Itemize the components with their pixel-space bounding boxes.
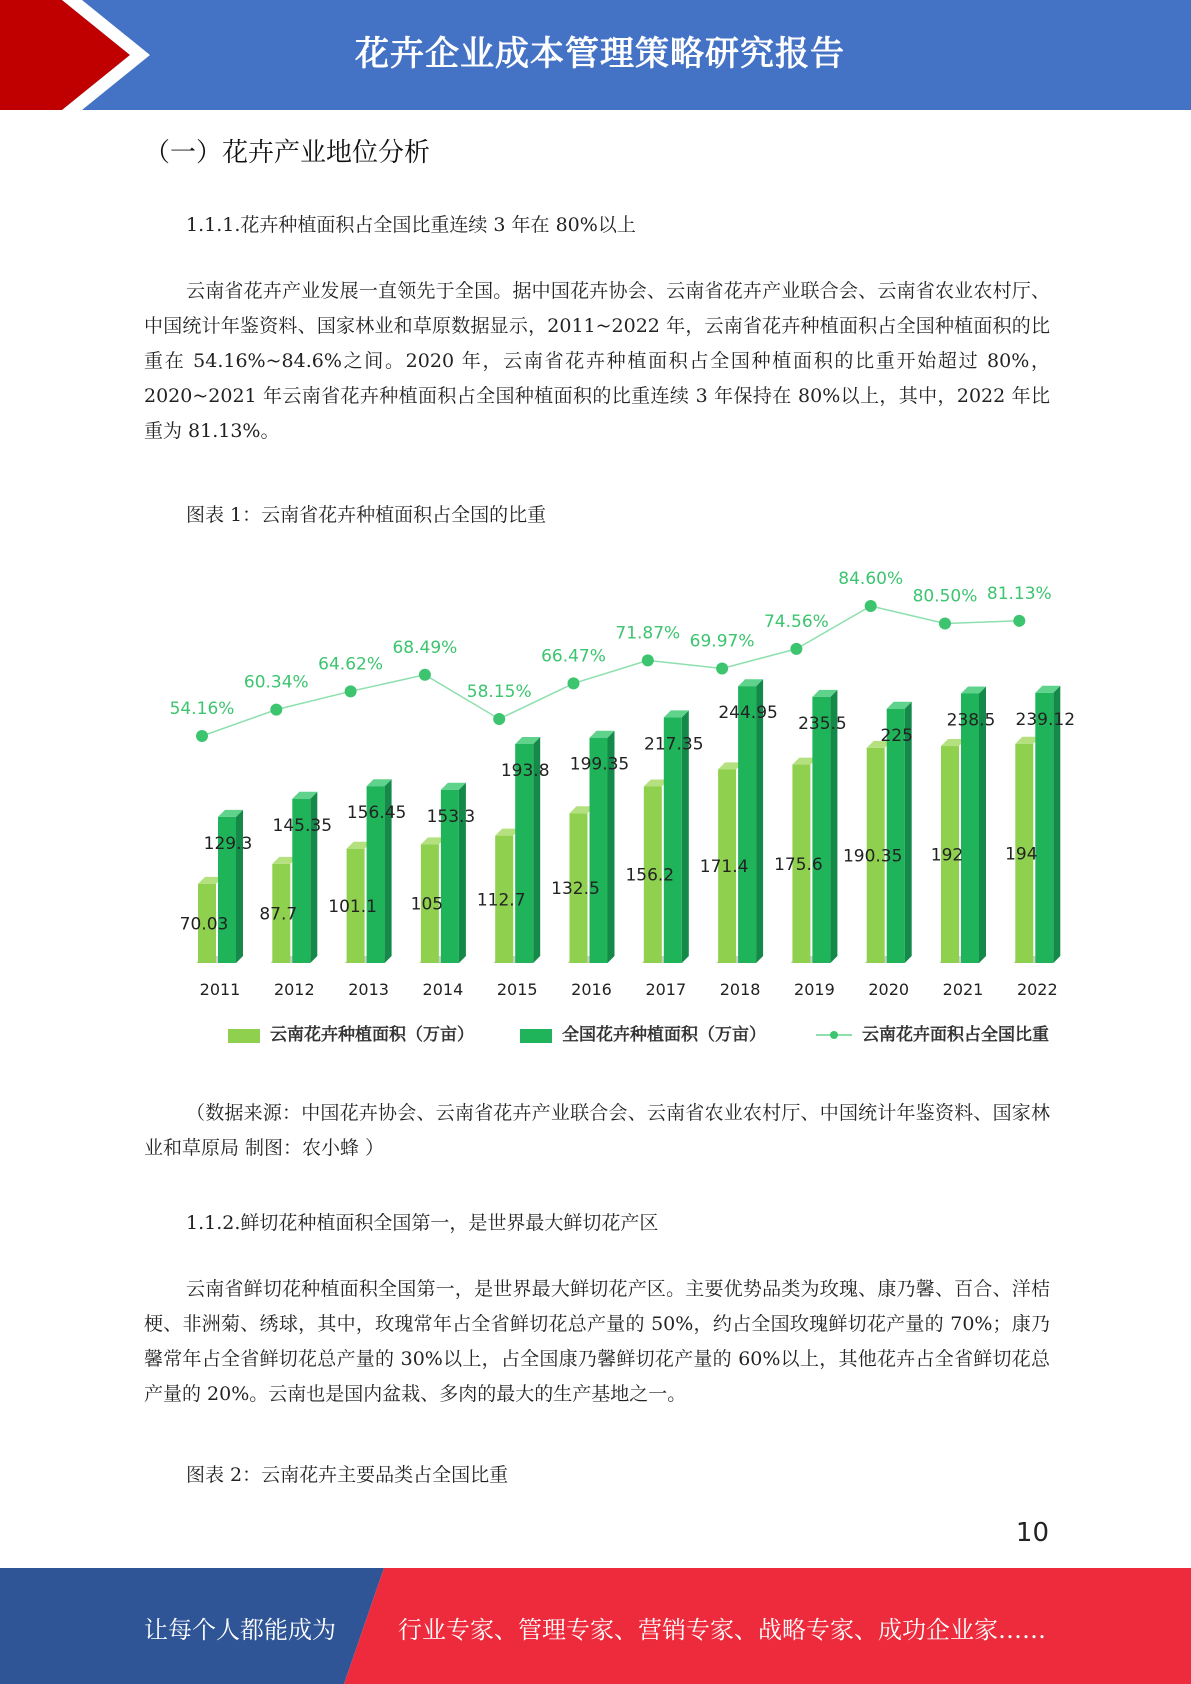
x-tick-label: 2015 <box>496 980 538 999</box>
national-bar-label: 217.35 <box>644 734 704 755</box>
x-tick-label: 2013 <box>348 980 389 999</box>
national-bar <box>887 709 905 963</box>
national-bar <box>961 693 979 963</box>
national-bar-label: 199.35 <box>569 754 630 775</box>
national-bar-label: 238.5 <box>946 710 996 731</box>
national-bar-label: 153.3 <box>426 806 476 827</box>
share-point <box>419 669 431 681</box>
x-tick-label: 2012 <box>273 980 315 999</box>
national-bar-label: 156.45 <box>346 803 407 824</box>
page-header <box>0 0 1191 110</box>
share-point-label: 74.56% <box>763 611 829 632</box>
yunnan-bar-label: 101.1 <box>328 896 377 917</box>
x-tick-label: 2021 <box>942 980 984 999</box>
x-tick-label: 2018 <box>719 980 761 999</box>
share-point-label: 58.15% <box>466 681 532 702</box>
subsection-title-2: 1.1.2.鲜切花种植面积全国第一，是世界最大鲜切花产区 <box>186 1212 659 1234</box>
national-bar-label: 244.95 <box>718 703 778 724</box>
national-bar-label: 193.8 <box>500 761 550 782</box>
paragraph-2: 云南省鲜切花种植面积全国第一，是世界最大鲜切花产区。主要优势品类为玫瑰、康乃馨、百合、洋桔梗、非洲菊、绣球，其中，玫瑰常年占全省鲜切花总产量的 50%，约占全国玫瑰鲜切花产量的 70%；康乃馨常年占全省鲜切花总产量的 30%以上，占全国康乃馨鲜切花产量的 60%以上，其他花卉占全省鲜切花总产量的 20%。云南也是国内盆栽、多肉的最大的生产基地之一。 <box>144 1278 1050 1405</box>
share-point-label: 81.13% <box>986 583 1052 604</box>
paragraph-1: 云南省花卉产业发展一直领先于全国。据中国花卉协会、云南省花卉产业联合会、云南省农业农村厅、中国统计年鉴资料、国家林业和草原数据显示，2011~2022 年，云南省花卉种植面积占全国种植面积的比重在 54.16%~84.6%之间。2020 年，云南省花卉种植面积占全国种植面积的比重开始超过 80%，2020~2021 年云南省花卉种植面积占全国种植面积的比重连续 3 年保持在 80%以上，其中，2022 年比重为 81.13%。 <box>144 280 1050 442</box>
share-point <box>865 600 877 612</box>
x-tick-label: 2019 <box>794 980 835 999</box>
section-title: （一）花卉产业地位分析 <box>144 138 431 168</box>
share-point <box>716 662 728 674</box>
share-point <box>642 654 654 666</box>
share-point <box>568 677 580 689</box>
yunnan-bar-label: 192 <box>930 845 964 866</box>
national-bar <box>812 697 830 963</box>
share-point-label: 69.97% <box>689 631 755 652</box>
footer-slogan-left: 让每个人都能成为 <box>144 1616 336 1644</box>
national-bar <box>1035 693 1053 963</box>
share-point-label: 54.16% <box>169 699 235 719</box>
share-point-label: 60.34% <box>243 672 309 693</box>
national-bar-label: 239.12 <box>1015 709 1076 730</box>
national-bar-label: 129.3 <box>203 833 253 854</box>
yunnan-bar-label: 132.5 <box>551 879 600 900</box>
header-title: 花卉企业成本管理策略研究报告 <box>355 34 845 74</box>
yunnan-bar-label: 156.2 <box>625 865 675 886</box>
share-point <box>493 713 505 725</box>
national-bar-label: 225 <box>880 725 913 746</box>
share-point <box>790 643 802 655</box>
legend-swatch-national <box>520 1029 552 1043</box>
yunnan-bar-label: 171.4 <box>699 857 749 878</box>
share-point-label: 66.47% <box>541 646 606 667</box>
yunnan-bar-label: 175.6 <box>774 854 823 875</box>
share-point <box>270 704 282 716</box>
legend-label-yunnan: 云南花卉种植面积（万亩） <box>270 1025 474 1045</box>
legend-label-national: 全国花卉种植面积（万亩） <box>562 1025 766 1045</box>
x-tick-label: 2022 <box>1016 980 1058 999</box>
footer-slogan-right: 行业专家、管理专家、营销专家、战略专家、成功企业家…… <box>398 1616 1046 1644</box>
figure-1-caption: 图表 1：云南省花卉种植面积占全国的比重 <box>186 504 547 526</box>
x-tick-label: 2011 <box>199 980 241 999</box>
national-bar-label: 235.5 <box>798 713 847 734</box>
header-arrow-decoration <box>0 0 160 110</box>
share-point-label: 64.62% <box>318 654 384 675</box>
share-point-label: 80.50% <box>912 586 978 607</box>
yunnan-bar-label: 112.7 <box>476 890 526 911</box>
national-bar-side <box>236 810 243 963</box>
share-point <box>345 685 357 697</box>
source-note: （数据来源：中国花卉协会、云南省花卉产业联合会、云南省农业农村厅、中国统计年鉴资料、国家林业和草原局 制图：农小蜂 ） <box>144 1102 1050 1159</box>
x-tick-label: 2016 <box>571 980 612 999</box>
share-point-label: 84.60% <box>838 569 904 589</box>
x-tick-label: 2020 <box>868 980 910 999</box>
national-bar-label: 145.35 <box>272 815 333 836</box>
x-tick-label: 2017 <box>645 980 687 999</box>
figure-2-caption: 图表 2：云南花卉主要品类占全国比重 <box>186 1464 509 1486</box>
legend-point-share <box>830 1031 838 1039</box>
subsection-title-1: 1.1.1.花卉种植面积占全国比重连续 3 年在 80%以上 <box>186 214 636 236</box>
yunnan-bar-label: 105 <box>410 894 444 915</box>
page-number: 10 <box>1015 1518 1049 1548</box>
yunnan-bar-label: 190.35 <box>842 846 903 867</box>
x-tick-label: 2014 <box>422 980 464 999</box>
share-point <box>939 618 951 630</box>
share-point-label: 71.87% <box>615 623 681 644</box>
share-point-label: 68.49% <box>392 637 458 658</box>
yunnan-bar-label: 87.7 <box>259 904 298 925</box>
yunnan-bar-label: 70.03 <box>179 914 229 935</box>
national-bar <box>738 686 756 963</box>
legend-swatch-yunnan <box>228 1029 260 1043</box>
share-point <box>196 730 208 742</box>
legend-label-share: 云南花卉面积占全国比重 <box>862 1025 1049 1045</box>
area-share-chart <box>169 548 1080 1058</box>
share-point <box>1013 615 1025 627</box>
yunnan-bar-label: 194 <box>1005 844 1038 865</box>
